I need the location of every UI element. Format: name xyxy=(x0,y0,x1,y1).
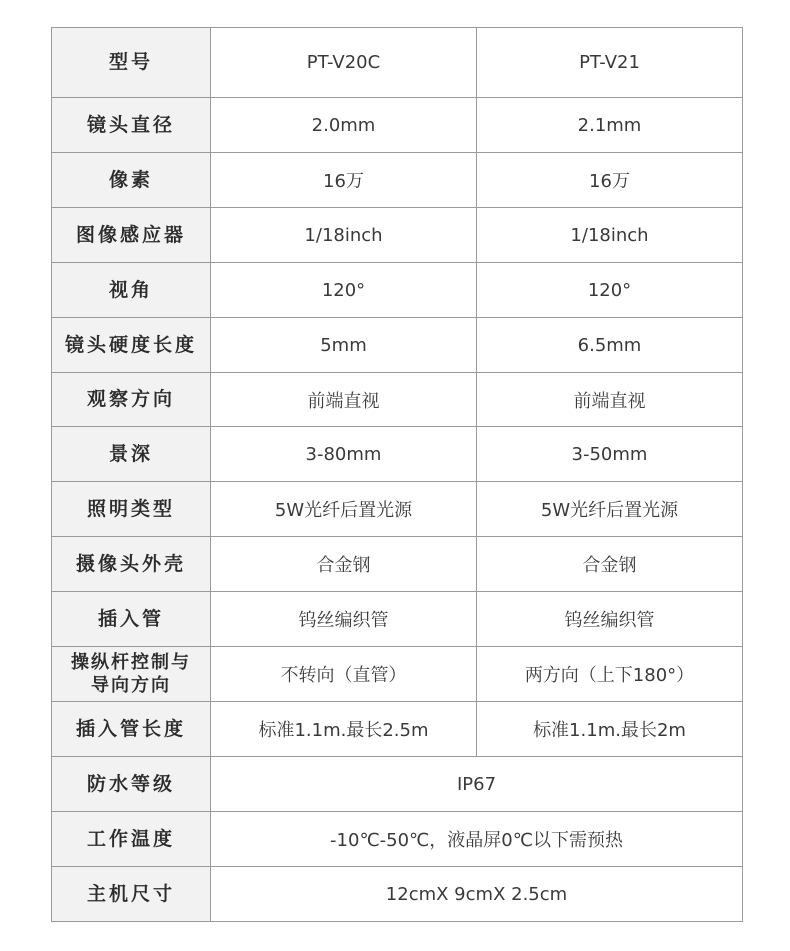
value-camera-housing-v20c: 合金钢 xyxy=(211,537,477,592)
table-row xyxy=(52,537,743,592)
value-waterproof-rating: IP67 xyxy=(211,757,743,812)
value-host-dimensions: 12cmX 9cmX 2.5cm xyxy=(211,867,743,922)
label-host-dimensions: 主机尺寸 xyxy=(52,867,211,922)
value-lens-rigid-length-v21: 6.5mm xyxy=(477,318,743,373)
value-view-direction-v20c: 前端直视 xyxy=(211,373,477,427)
table-row xyxy=(52,812,743,867)
value-insertion-tube-length-v20c: 标准1.1m.最长2.5m xyxy=(211,702,477,757)
table-row xyxy=(52,263,743,318)
value-image-sensor-v20c: 1/18inch xyxy=(211,208,477,263)
value-view-angle-v20c: 120° xyxy=(211,263,477,318)
label-model: 型号 xyxy=(52,28,211,98)
value-pixels-v20c: 16万 xyxy=(211,153,477,208)
table-row xyxy=(52,98,743,153)
value-model-v20c: PT-V20C xyxy=(211,28,477,98)
value-depth-of-field-v21: 3-50mm xyxy=(477,427,743,482)
value-image-sensor-v21: 1/18inch xyxy=(477,208,743,263)
table-row xyxy=(52,427,743,482)
table-row xyxy=(52,757,743,812)
value-joystick-steering-v21: 两方向（上下180°） xyxy=(477,647,743,702)
value-camera-housing-v21: 合金钢 xyxy=(477,537,743,592)
label-depth-of-field: 景深 xyxy=(52,427,211,482)
table-row xyxy=(52,208,743,263)
label-joystick-steering xyxy=(52,647,211,702)
label-view-angle: 视角 xyxy=(52,263,211,318)
value-lighting-type-v21: 5W光纤后置光源 xyxy=(477,482,743,537)
label-insertion-tube: 插入管 xyxy=(52,592,211,647)
value-model-v21: PT-V21 xyxy=(477,28,743,98)
value-depth-of-field-v20c: 3-80mm xyxy=(211,427,477,482)
label-joystick-steering-line2: 导向方向 xyxy=(91,675,171,696)
table-row xyxy=(52,592,743,647)
label-image-sensor: 图像感应器 xyxy=(52,208,211,263)
value-pixels-v21: 16万 xyxy=(477,153,743,208)
label-view-direction: 观察方向 xyxy=(52,373,211,427)
table-row xyxy=(52,647,743,702)
label-camera-housing: 摄像头外壳 xyxy=(52,537,211,592)
table-row xyxy=(52,702,743,757)
value-operating-temperature: -10℃-50℃，液晶屏0℃以下需预热 xyxy=(211,812,743,867)
value-joystick-steering-v20c: 不转向（直管） xyxy=(211,647,477,702)
label-pixels: 像素 xyxy=(52,153,211,208)
value-lighting-type-v20c: 5W光纤后置光源 xyxy=(211,482,477,537)
label-operating-temperature: 工作温度 xyxy=(52,812,211,867)
value-insertion-tube-v21: 钨丝编织管 xyxy=(477,592,743,647)
table-row xyxy=(52,867,743,922)
table-row xyxy=(52,373,743,427)
table-row xyxy=(52,153,743,208)
value-insertion-tube-v20c: 钨丝编织管 xyxy=(211,592,477,647)
value-insertion-tube-length-v21: 标准1.1m.最长2m xyxy=(477,702,743,757)
table-row xyxy=(52,482,743,537)
value-lens-rigid-length-v20c: 5mm xyxy=(211,318,477,373)
label-insertion-tube-length: 插入管长度 xyxy=(52,702,211,757)
value-lens-diameter-v20c: 2.0mm xyxy=(211,98,477,153)
label-waterproof-rating: 防水等级 xyxy=(52,757,211,812)
label-lens-rigid-length: 镜头硬度长度 xyxy=(52,318,211,373)
label-lens-diameter: 镜头直径 xyxy=(52,98,211,153)
table-row xyxy=(52,318,743,373)
value-lens-diameter-v21: 2.1mm xyxy=(477,98,743,153)
spec-table xyxy=(51,27,743,922)
table-row xyxy=(52,28,743,98)
value-view-angle-v21: 120° xyxy=(477,263,743,318)
label-joystick-steering-line1: 操纵杆控制与 xyxy=(71,652,191,673)
label-lighting-type: 照明类型 xyxy=(52,482,211,537)
value-view-direction-v21: 前端直视 xyxy=(477,373,743,427)
